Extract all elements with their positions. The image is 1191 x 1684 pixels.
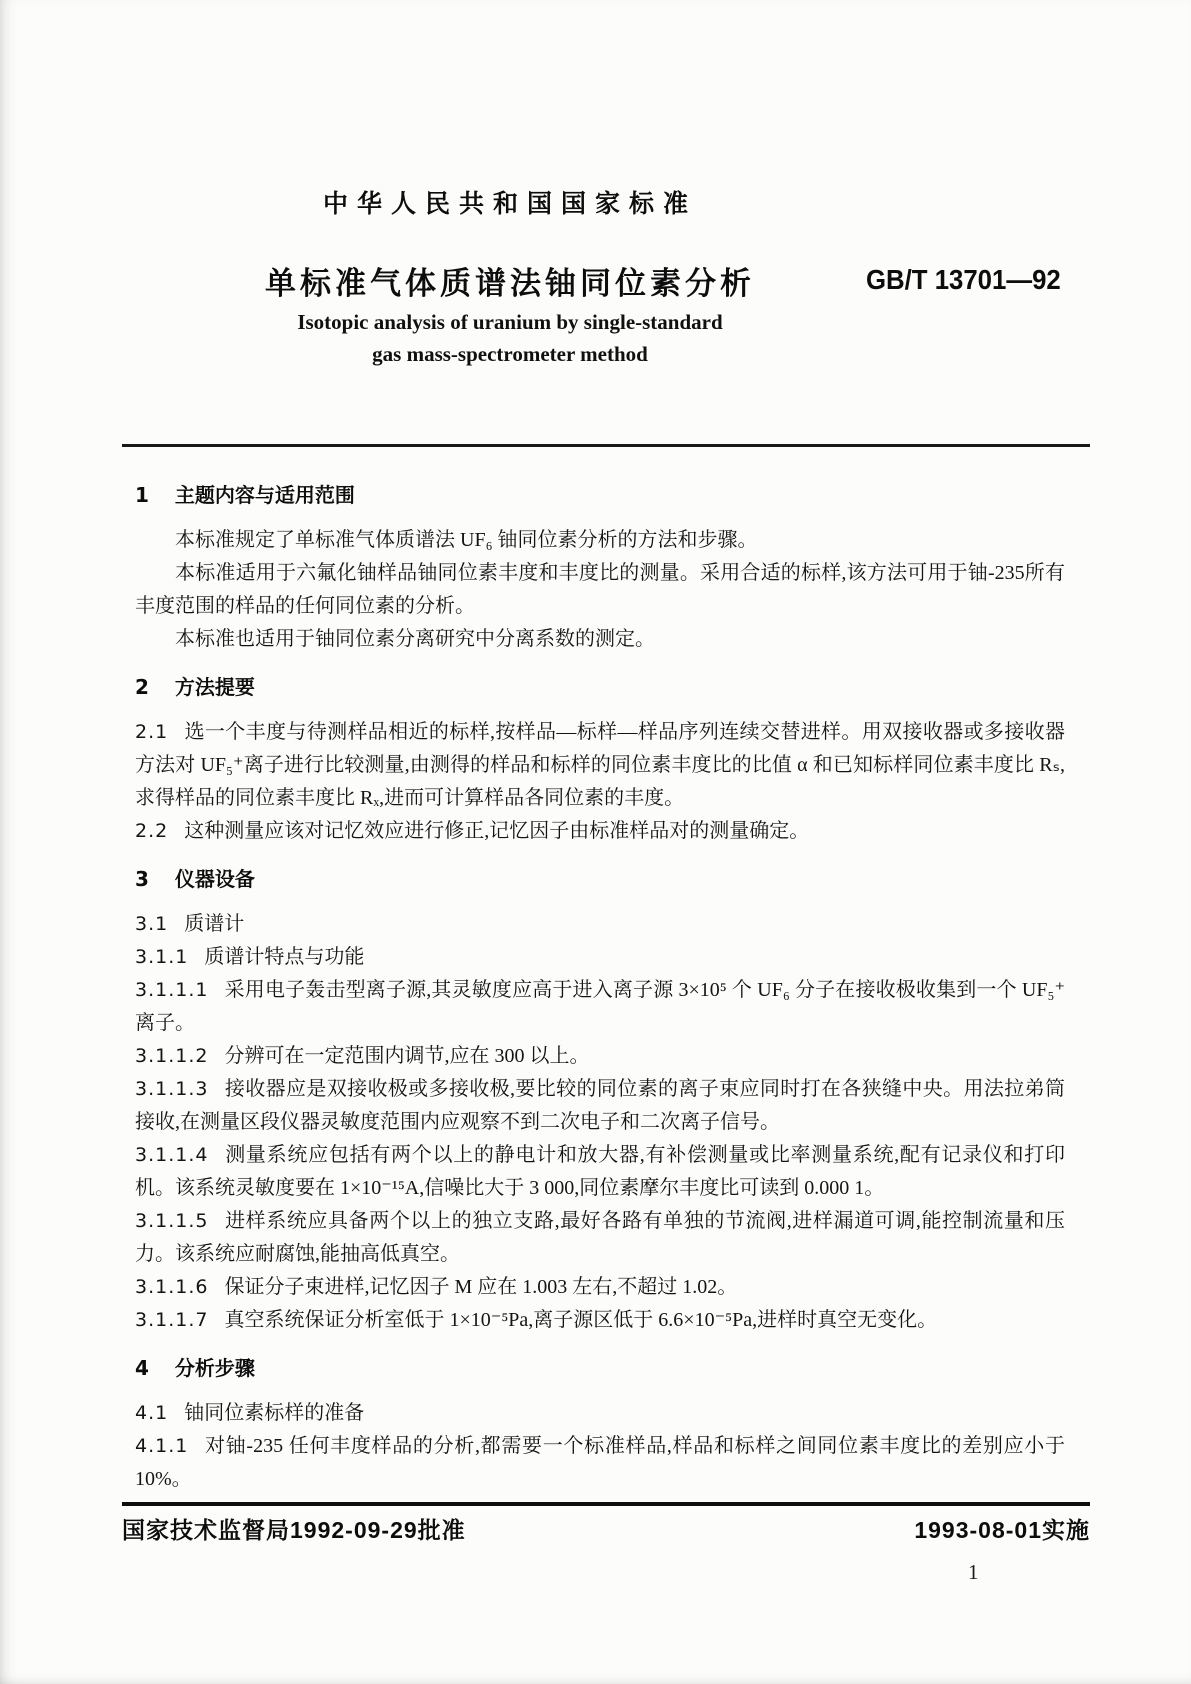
clause-4-1-1 — [135, 1430, 1065, 1496]
clause-number: 2.1 — [135, 721, 169, 743]
clause-text: 质谱计 — [184, 913, 245, 935]
clause-text: 铀同位素标样的准备 — [184, 1402, 365, 1424]
clause-2-1 — [135, 716, 1065, 815]
standard-type-line: 中华人民共和国国家标准 — [322, 190, 697, 218]
clause-number: 3.1 — [135, 913, 169, 935]
page-number: 1 — [968, 1560, 979, 1584]
clause-3-1-1-2 — [135, 1040, 1065, 1073]
paragraph: 本标准适用于六氟化铀样品铀同位素丰度和丰度比的测量。采用合适的标样,该方法可用于铀-235所有丰度范围的样品的任何同位素的分析。 — [135, 562, 1065, 617]
section-heading-1 — [135, 479, 1065, 513]
clause-text: 选一个丰度与待测样品相近的标样,按样品—标样—样品序列连续交替进样。用双接收器或多接收器方法对 UF₅⁺离子进行比较测量,由测得的样品和标样的同位素丰度比的比值 α 和已知标样同位素丰度比 Rₛ,求得样品的同位素丰度比 Rₓ,进而可计算样品各同位素的丰度。 — [135, 721, 1065, 809]
footer — [122, 1512, 1090, 1545]
document-title-en-line2: gas mass-spectrometer method — [372, 342, 648, 366]
clause-text: 进样系统应具备两个以上的独立支路,最好各路有单独的节流阀,进样漏道可调,能控制流量和压力。该系统应耐腐蚀,能抽高低真空。 — [135, 1210, 1065, 1265]
clause-number: 3.1.1.7 — [135, 1309, 209, 1331]
clause-3-1-1-6 — [135, 1271, 1065, 1304]
clause-number: 3.1.1.4 — [135, 1144, 209, 1166]
section-title: 主题内容与适用范围 — [174, 485, 355, 507]
clause-3-1-1-7 — [135, 1304, 1065, 1337]
clause-3-1-1-4 — [135, 1139, 1065, 1205]
clause-3-1 — [135, 908, 1065, 941]
clause-3-1-1 — [135, 941, 1065, 974]
clause-text: 这种测量应该对记忆效应进行修正,记忆因子由标准样品对的测量确定。 — [184, 820, 810, 842]
clause-number: 3.1.1.3 — [135, 1078, 209, 1100]
section-number: 3 — [135, 867, 151, 891]
implementation-note: 1993-08-01实施 — [914, 1517, 1090, 1543]
clause-number: 3.1.1.5 — [135, 1210, 209, 1232]
section-title: 仪器设备 — [174, 869, 255, 891]
clause-text: 接收器应是双接收极或多接收极,要比较的同位素的离子束应同时打在各狭缝中央。用法拉弟筒接收,在测量区段仪器灵敏度范围内应观察不到二次电子和二次离子信号。 — [135, 1078, 1065, 1133]
footer-rule — [122, 1502, 1090, 1506]
section-number: 1 — [135, 483, 151, 507]
section-heading-3 — [135, 863, 1065, 897]
paragraph: 本标准规定了单标准气体质谱法 UF₆ 铀同位素分析的方法和步骤。 — [175, 529, 758, 551]
clause-text: 测量系统应包括有两个以上的静电计和放大器,有补偿测量或比率测量系统,配有记录仪和打印机。该系统灵敏度要在 1×10⁻¹⁵A,信噪比大于 3 000,同位素摩尔丰度比可读到 0.000 1。 — [135, 1144, 1065, 1199]
section-number: 2 — [135, 675, 151, 699]
clause-number: 3.1.1 — [135, 946, 189, 968]
approval-note: 国家技术监督局1992-09-29批准 — [122, 1517, 466, 1543]
clause-text: 真空系统保证分析室低于 1×10⁻⁵Pa,离子源区低于 6.6×10⁻⁵Pa,进样时真空无变化。 — [224, 1309, 938, 1331]
clause-text: 采用电子轰击型离子源,其灵敏度应高于进入离子源 3×10⁵ 个 UF₆ 分子在接收极收集到一个 UF₅⁺离子。 — [135, 979, 1065, 1034]
section-heading-4 — [135, 1352, 1065, 1386]
clause-3-1-1-3 — [135, 1073, 1065, 1139]
section-heading-2 — [135, 671, 1065, 705]
clause-text: 分辨可在一定范围内调节,应在 300 以上。 — [224, 1045, 590, 1067]
standard-code: GB/T 13701—92 — [866, 264, 1061, 295]
clause-number: 2.2 — [135, 820, 169, 842]
document-title-en-line1: Isotopic analysis of uranium by single-standard — [297, 310, 723, 334]
clause-2-2 — [135, 815, 1065, 848]
clause-3-1-1-1 — [135, 974, 1065, 1040]
paragraph: 本标准也适用于铀同位素分离研究中分离系数的测定。 — [175, 628, 655, 650]
clause-text: 对铀-235 任何丰度样品的分析,都需要一个标准样品,样品和标样之间同位素丰度比的差别应小于 10%。 — [135, 1435, 1065, 1490]
clause-number: 3.1.1.1 — [135, 979, 209, 1001]
section-number: 4 — [135, 1356, 151, 1380]
document-title-cn: 单标准气体质谱法铀同位素分析 — [265, 266, 755, 301]
header-rule — [122, 444, 1090, 447]
clause-number: 3.1.1.2 — [135, 1045, 209, 1067]
clause-4-1 — [135, 1397, 1065, 1430]
clause-number: 4.1.1 — [135, 1435, 189, 1457]
clause-3-1-1-5 — [135, 1205, 1065, 1271]
clause-number: 3.1.1.6 — [135, 1276, 209, 1298]
section-title: 分析步骤 — [174, 1358, 255, 1380]
clause-number: 4.1 — [135, 1402, 169, 1424]
document-body — [135, 464, 1065, 1496]
clause-text: 保证分子束进样,记忆因子 M 应在 1.003 左右,不超过 1.02。 — [224, 1276, 738, 1298]
section-title: 方法提要 — [174, 677, 255, 699]
clause-text: 质谱计特点与功能 — [204, 946, 365, 968]
